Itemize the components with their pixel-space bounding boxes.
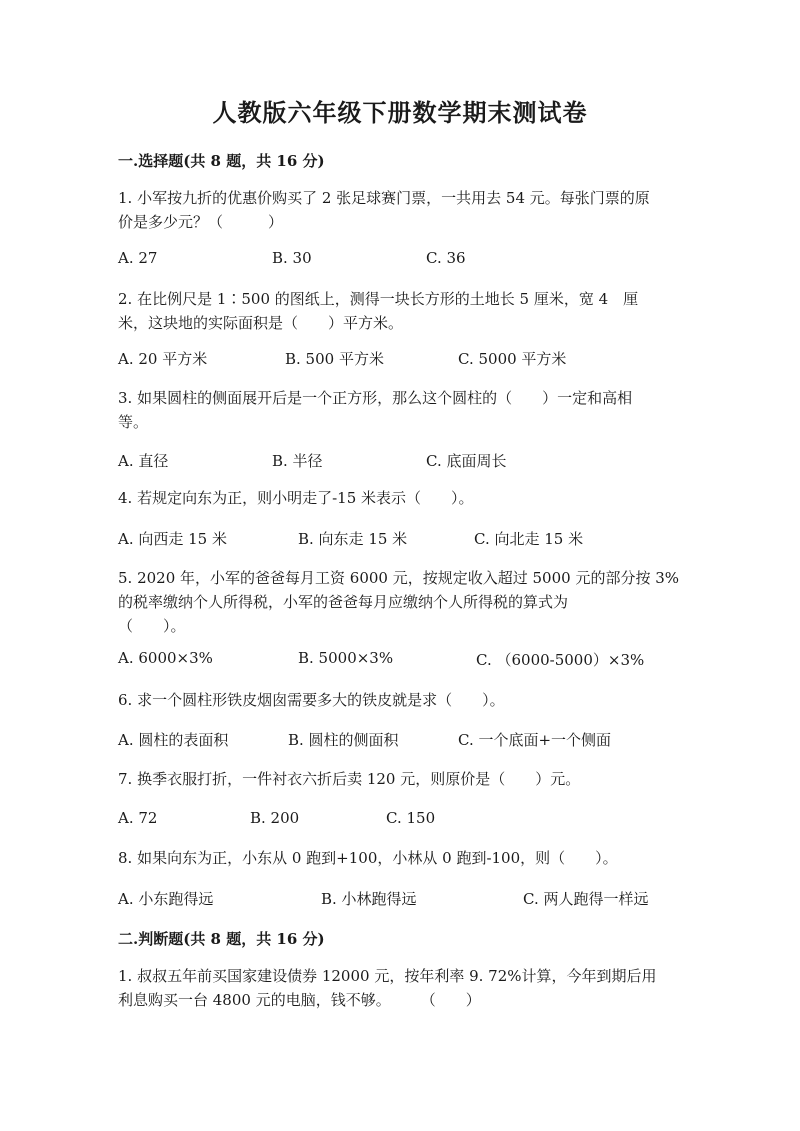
- option-b: B. 500 平方米: [285, 350, 384, 368]
- options-2: [118, 348, 718, 370]
- options-8: [118, 888, 718, 910]
- option-b: B. 5000×3%: [298, 649, 394, 667]
- question-1: [118, 186, 688, 234]
- section-heading-judge: 二.判断题(共 8 题，共 16 分): [118, 930, 325, 948]
- question-line: 4. 若规定向东为正，则小明走了-15 米表示（ ）。: [118, 489, 474, 507]
- option-a: A. 圆柱的表面积: [118, 731, 229, 749]
- judge-question-1: [118, 964, 688, 1012]
- option-c: C. 向北走 15 米: [474, 530, 584, 548]
- question-line: 1. 叔叔五年前买国家建设债券 12000 元，按年利率 9. 72%计算，今年到期后用: [118, 967, 657, 985]
- option-a: A. 20 平方米: [118, 350, 208, 368]
- option-c: C. 两人跑得一样远: [523, 890, 649, 908]
- option-c: C. 36: [426, 249, 466, 267]
- question-line: 的税率缴纳个人所得税，小军的爸爸每月应缴纳个人所得税的算式为: [118, 593, 569, 611]
- options-6: [118, 729, 718, 751]
- question-line: 米，这块地的实际面积是（ ）平方米。: [118, 314, 404, 332]
- options-3: [118, 450, 718, 472]
- section-heading-choice: 一.选择题(共 8 题，共 16 分): [118, 152, 325, 170]
- question-line: 2. 在比例尺是 1∶500 的图纸上，测得一块长方形的土地长 5 厘米，宽 4 厘: [118, 290, 639, 308]
- option-b: B. 200: [250, 809, 300, 827]
- option-a: A. 72: [118, 809, 158, 827]
- option-c: C. 150: [386, 809, 436, 827]
- option-c: C. 底面周长: [426, 452, 507, 470]
- question-3: [118, 386, 688, 434]
- option-a: A. 小东跑得远: [118, 890, 214, 908]
- question-line: 利息购买一台 4800 元的电脑，钱不够。 （ ）: [118, 991, 481, 1009]
- option-c: C. （6000-5000）×3%: [476, 651, 645, 669]
- option-a: A. 27: [118, 249, 158, 267]
- option-c: C. 一个底面+一个侧面: [458, 731, 612, 749]
- question-4: [118, 486, 688, 510]
- options-7: [118, 809, 718, 831]
- option-a: A. 向西走 15 米: [118, 530, 227, 548]
- question-line: 8. 如果向东为正，小东从 0 跑到+100，小林从 0 跑到-100，则（ ）。: [118, 849, 618, 867]
- question-5: [118, 566, 688, 638]
- question-line: 等。: [118, 413, 149, 431]
- question-line: 7. 换季衣服打折，一件衬衣六折后卖 120 元，则原价是（ ）元。: [118, 770, 581, 788]
- option-b: B. 小林跑得远: [321, 890, 417, 908]
- question-6: [118, 688, 688, 712]
- question-line: （ ）。: [118, 617, 186, 635]
- question-line: 5. 2020 年，小军的爸爸每月工资 6000 元，按规定收入超过 5000 元的部分按 3%: [118, 569, 680, 587]
- option-b: B. 向东走 15 米: [298, 530, 408, 548]
- question-8: [118, 846, 688, 870]
- option-a: A. 6000×3%: [118, 649, 213, 667]
- options-5: [118, 649, 718, 671]
- question-line: 6. 求一个圆柱形铁皮烟囱需要多大的铁皮就是求（ ）。: [118, 691, 505, 709]
- question-line: 价是多少元？（ ）: [118, 213, 284, 231]
- option-a: A. 直径: [118, 452, 169, 470]
- option-b: B. 圆柱的侧面积: [288, 731, 399, 749]
- option-c: C. 5000 平方米: [458, 350, 567, 368]
- options-1: [118, 249, 718, 271]
- question-2: [118, 287, 688, 335]
- options-4: [118, 528, 718, 550]
- question-line: 3. 如果圆柱的侧面展开后是一个正方形，那么这个圆柱的（ ）一定和高相: [118, 389, 633, 407]
- option-b: B. 30: [272, 249, 312, 267]
- question-line: 1. 小军按九折的优惠价购买了 2 张足球赛门票，一共用去 54 元。每张门票的原: [118, 189, 650, 207]
- page-title: 人教版六年级下册数学期末测试卷: [212, 98, 588, 127]
- question-7: [118, 767, 688, 791]
- option-b: B. 半径: [272, 452, 323, 470]
